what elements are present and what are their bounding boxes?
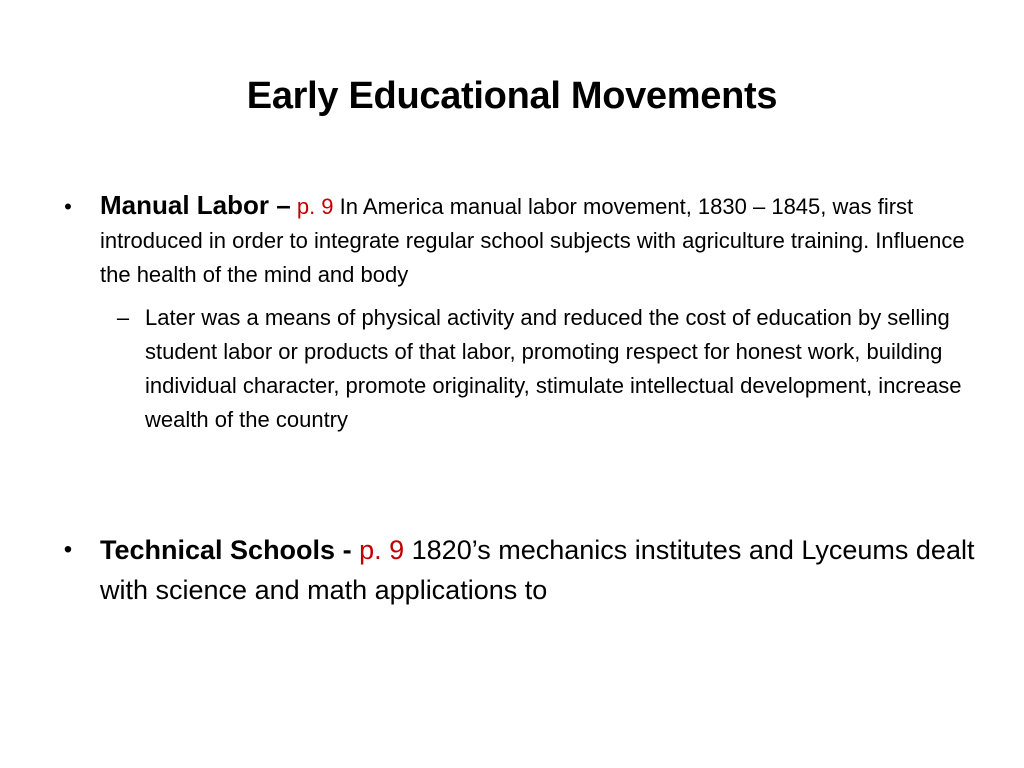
sub-bullet-text: Later was a means of physical activity and reduced the cost of education by selling student labor or products of that labor, promoting respect for honest work, building individual character, promote originality, stimulate intellectual development, increase wealth of the country	[145, 305, 962, 432]
bullet-text: In America manual labor movement, 1830 – 1845, was first introduced in order to integrate regular school subjects with agriculture training. Influence the health of the mind and body	[100, 194, 965, 287]
page-reference: p. 9	[359, 535, 405, 565]
bullet-marker: •	[63, 536, 73, 563]
bullet-technical-schools	[63, 530, 980, 610]
sub-bullet-marker: –	[116, 305, 130, 330]
slide-title: Early Educational Movements	[246, 75, 778, 117]
bullet-manual-labor	[64, 188, 980, 292]
bullet-text: 1820’s mechanics institutes and Lyceums dealt with science and math applications to	[100, 535, 975, 605]
page-reference: p. 9	[296, 194, 334, 219]
sub-bullet-manual-labor	[116, 301, 980, 437]
bullet-heading: Technical Schools -	[100, 535, 352, 565]
bullet-heading: Manual Labor –	[100, 190, 291, 220]
bullet-marker: •	[64, 194, 72, 219]
